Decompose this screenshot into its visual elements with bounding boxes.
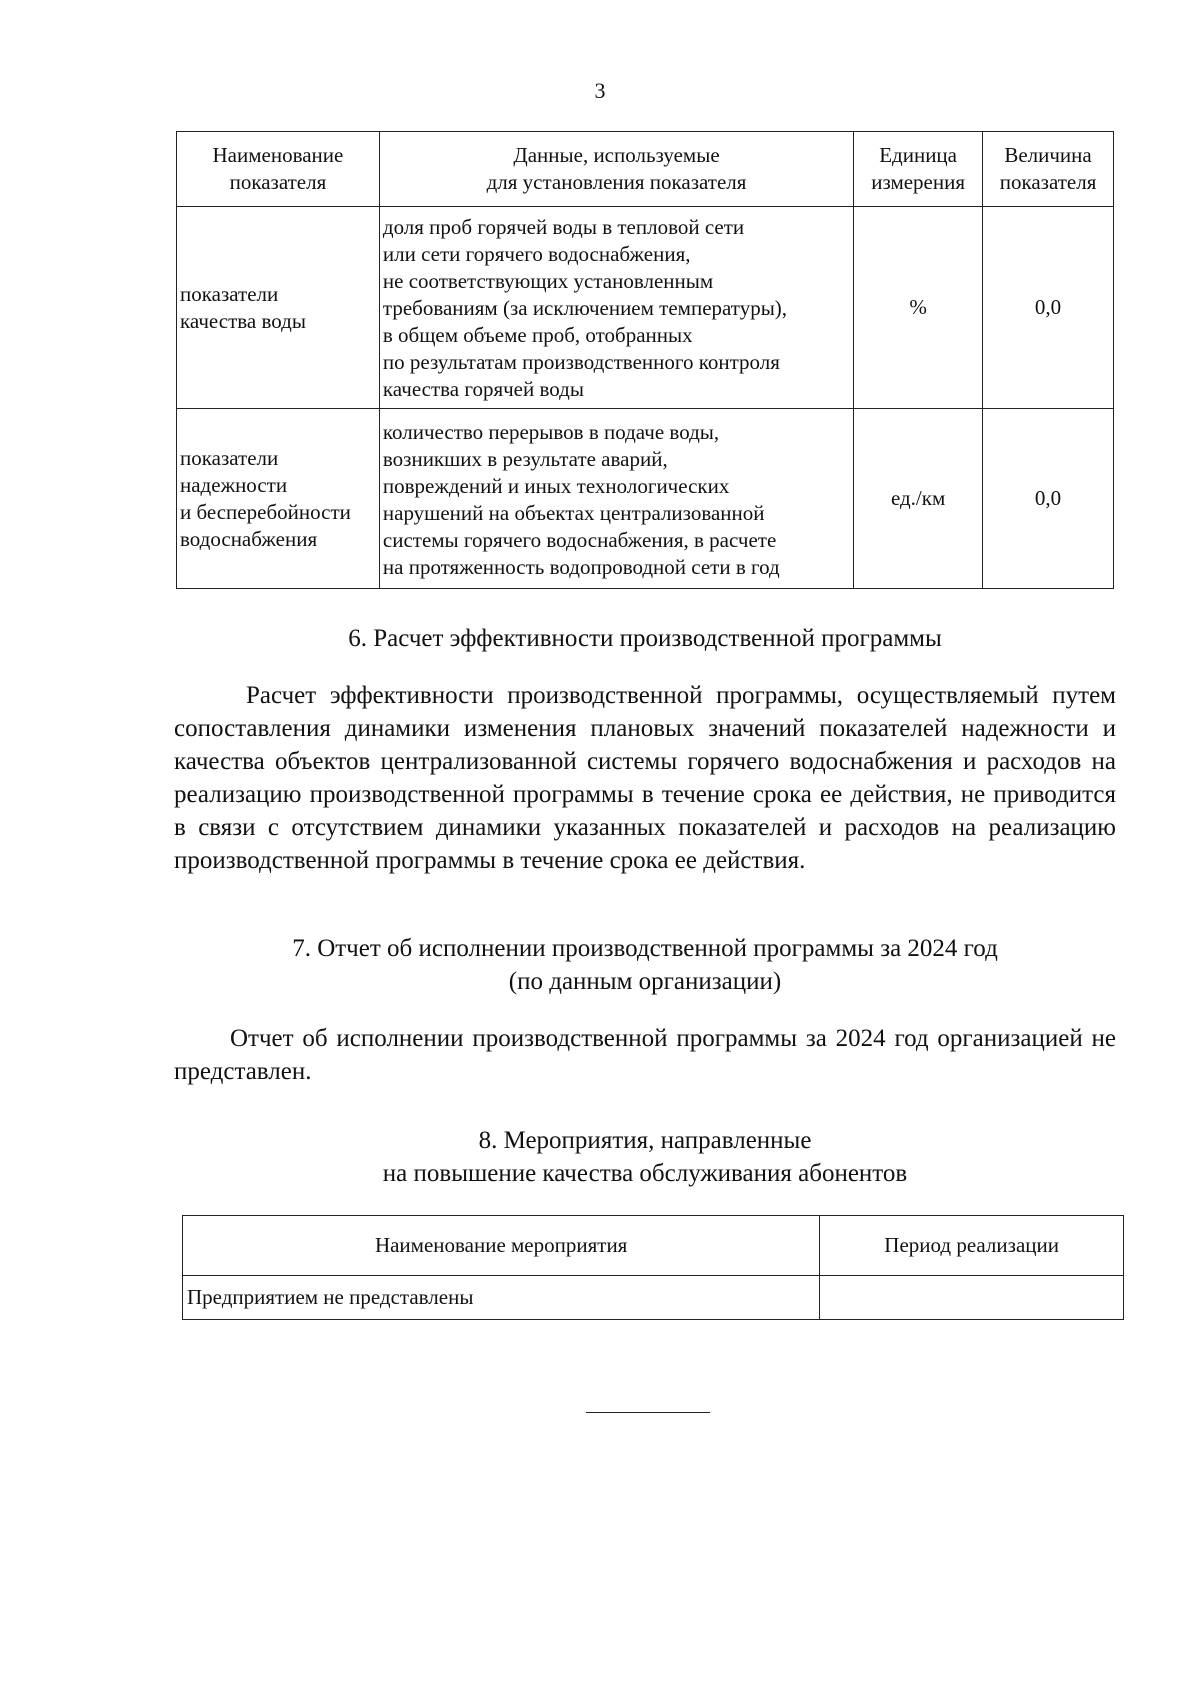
header-value: Величина показателя — [983, 132, 1114, 207]
header-indicator-data: Данные, используемые для установления показателя — [379, 132, 853, 207]
table-row — [183, 1276, 1124, 1320]
indicators-table — [176, 131, 1114, 589]
indicator-value-cell: 0,0 — [983, 207, 1114, 409]
indicator-name-cell: показатели качества воды — [177, 207, 380, 409]
section8-title-line1: 8. Мероприятия, направленные — [478, 1127, 812, 1154]
header-unit: Единица измерения — [854, 132, 983, 207]
section7-title-line1: 7. Отчет об исполнении производственной программы за 2024 год — [292, 935, 998, 962]
indicator-unit-cell: % — [854, 207, 983, 409]
table-row — [177, 409, 1114, 589]
indicator-data-cell: количество перерывов в подаче воды, возникших в результате аварий, повреждений и иных технологических нарушений на объектах централизованной системы горячего водоснабжения, в расчете на протяженность водопроводной сети в год — [379, 409, 853, 589]
indicator-unit-cell: ед./км — [854, 409, 983, 589]
section7-title-line2: (по данным организации) — [508, 968, 782, 995]
header-implementation-period: Период реализации — [820, 1216, 1124, 1276]
activities-table — [182, 1215, 1124, 1320]
section7-paragraph: Отчет об исполнении производственной программы за 2024 год организацией не представлен. — [174, 1025, 1116, 1085]
section6-title: 6. Расчет эффективности производственной программы — [348, 625, 942, 652]
activity-period-cell — [820, 1276, 1124, 1320]
section6-paragraph: Расчет эффективности производственной программы, осуществляемый путем сопоставления динамики изменения плановых значений показателей надежности и качества объектов централизованной системы горячего водоснабжения и расходов на реализацию производственной программы в течение срока ее действия, не приводится в связи с отсутствием динамики указанных показателей и расходов на реализацию производственной программы в течение срока ее действия. — [174, 682, 1116, 874]
indicator-data-cell: доля проб горячей воды в тепловой сети или сети горячего водоснабжения, не соответствующих установленным требованиям (за исключением температуры), в общем объеме проб, отобранных по результатам производственного контроля качества горячей воды — [379, 207, 853, 409]
page-number: 3 — [594, 78, 606, 103]
activity-name-cell: Предприятием не представлены — [183, 1276, 820, 1320]
indicators-table-header-row — [177, 132, 1114, 207]
header-indicator-name: Наименование показателя — [177, 132, 380, 207]
activities-table-header-row — [183, 1216, 1124, 1276]
header-activity-name: Наименование мероприятия — [183, 1216, 820, 1276]
indicator-value-cell: 0,0 — [983, 409, 1114, 589]
section8-title-line2: на повышение качества обслуживания абонентов — [382, 1160, 908, 1187]
table-row — [177, 207, 1114, 409]
indicator-name-cell: показатели надежности и бесперебойности водоснабжения — [177, 409, 380, 589]
end-divider-line — [586, 1412, 710, 1413]
